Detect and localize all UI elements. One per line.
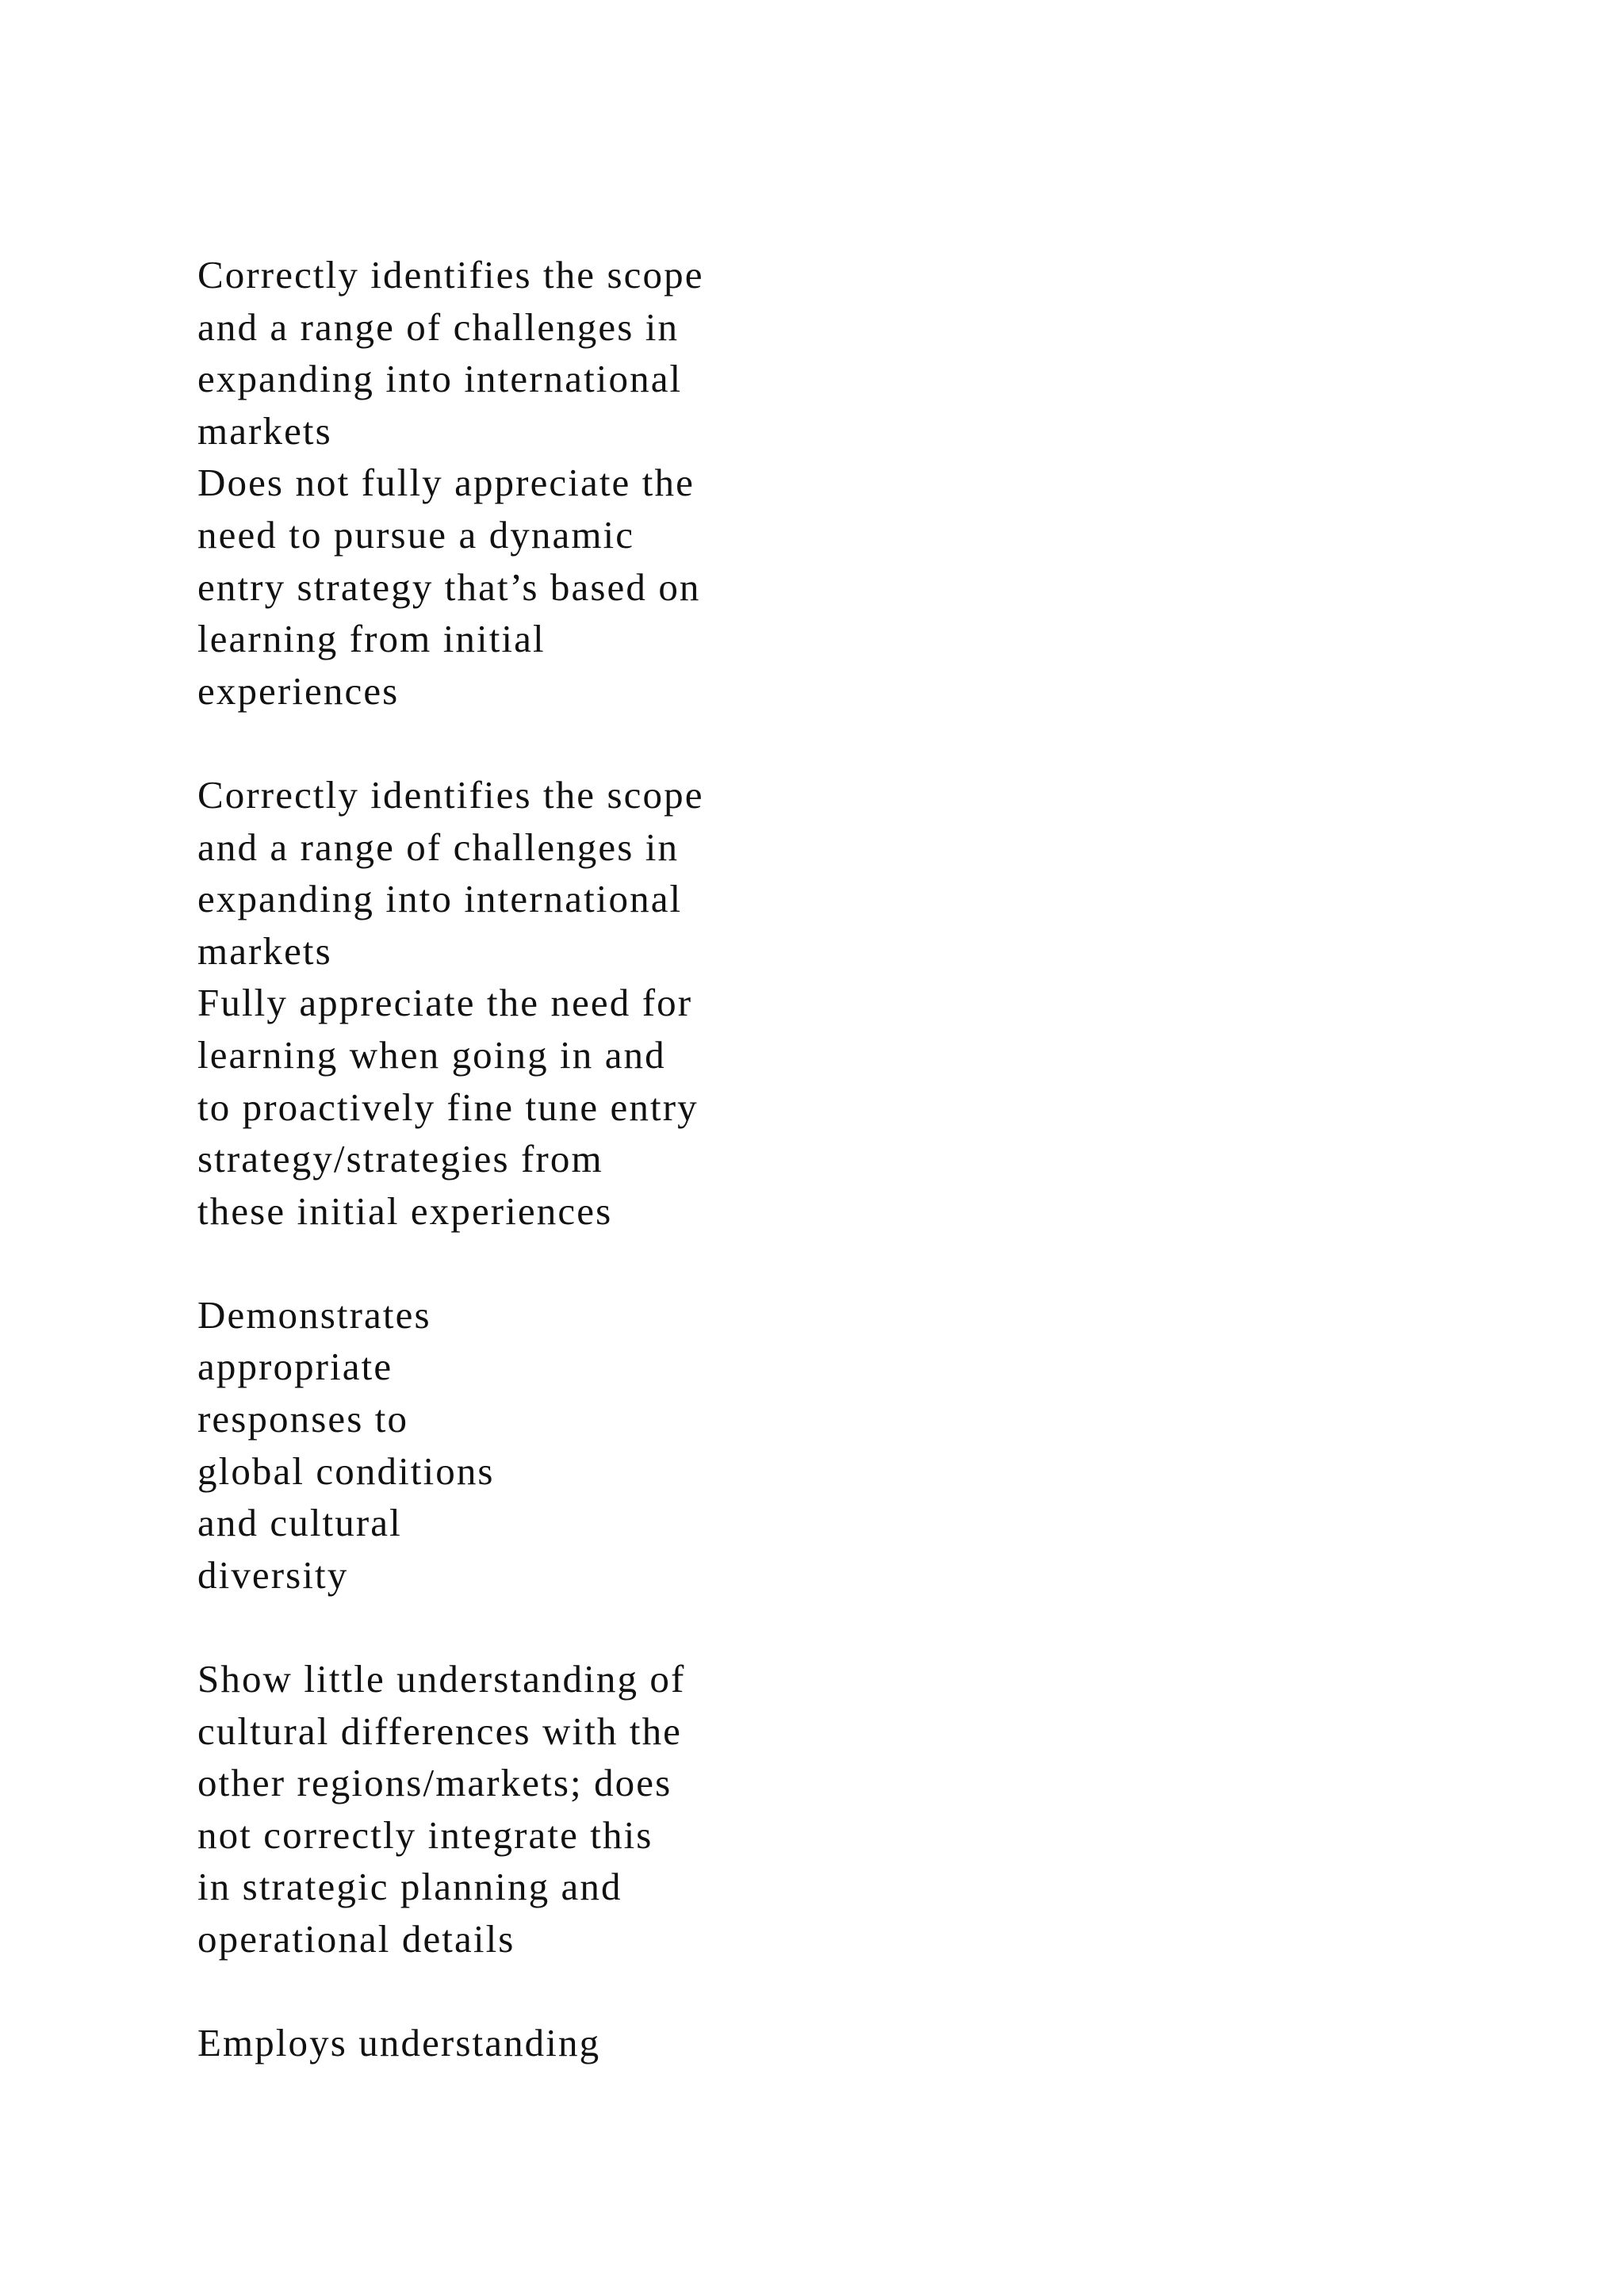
text-line: strategy/strategies from (197, 1137, 603, 1181)
text-line: markets (197, 408, 332, 453)
text-line: Employs understanding (197, 2021, 601, 2065)
text-line: other regions/markets; does (197, 1761, 672, 1805)
text-line: responses to (197, 1397, 409, 1441)
text-line: Correctly identifies the scope (197, 772, 704, 817)
text-line: learning when going in and (197, 1032, 666, 1077)
text-line: Does not fully appreciate the (197, 461, 695, 505)
text-line: these initial experiences (197, 1188, 613, 1233)
text-line: expanding into international (197, 877, 683, 921)
text-line: global conditions (197, 1448, 495, 1493)
blank-line (197, 717, 990, 769)
blank-line (197, 1601, 990, 1653)
blank-line (197, 1965, 990, 2018)
text-line: need to pursue a dynamic (197, 512, 635, 557)
text-line: and a range of challenges in (197, 304, 680, 349)
blank-line (197, 1237, 990, 1289)
text-line: markets (197, 928, 332, 973)
text-line: Correctly identifies the scope (197, 253, 704, 297)
text-line: and a range of challenges in (197, 825, 680, 869)
document-text (197, 249, 990, 2069)
text-line: diversity (197, 1552, 349, 1597)
text-line: Fully appreciate the need for (197, 981, 693, 1025)
text-line: experiences (197, 668, 400, 713)
text-line: to proactively fine tune entry (197, 1085, 699, 1129)
text-line: cultural differences with the (197, 1709, 683, 1753)
text-line: appropriate (197, 1345, 393, 1389)
text-line: operational details (197, 1917, 515, 1961)
text-line: entry strategy that’s based on (197, 564, 701, 609)
text-line: Demonstrates (197, 1292, 431, 1337)
text-line: learning from initial (197, 617, 546, 661)
text-line: in strategic planning and (197, 1865, 622, 1909)
text-line: not correctly integrate this (197, 1812, 653, 1857)
text-line: expanding into international (197, 357, 683, 401)
text-line: Show little understanding of (197, 1657, 686, 1701)
text-line: and cultural (197, 1501, 402, 1545)
